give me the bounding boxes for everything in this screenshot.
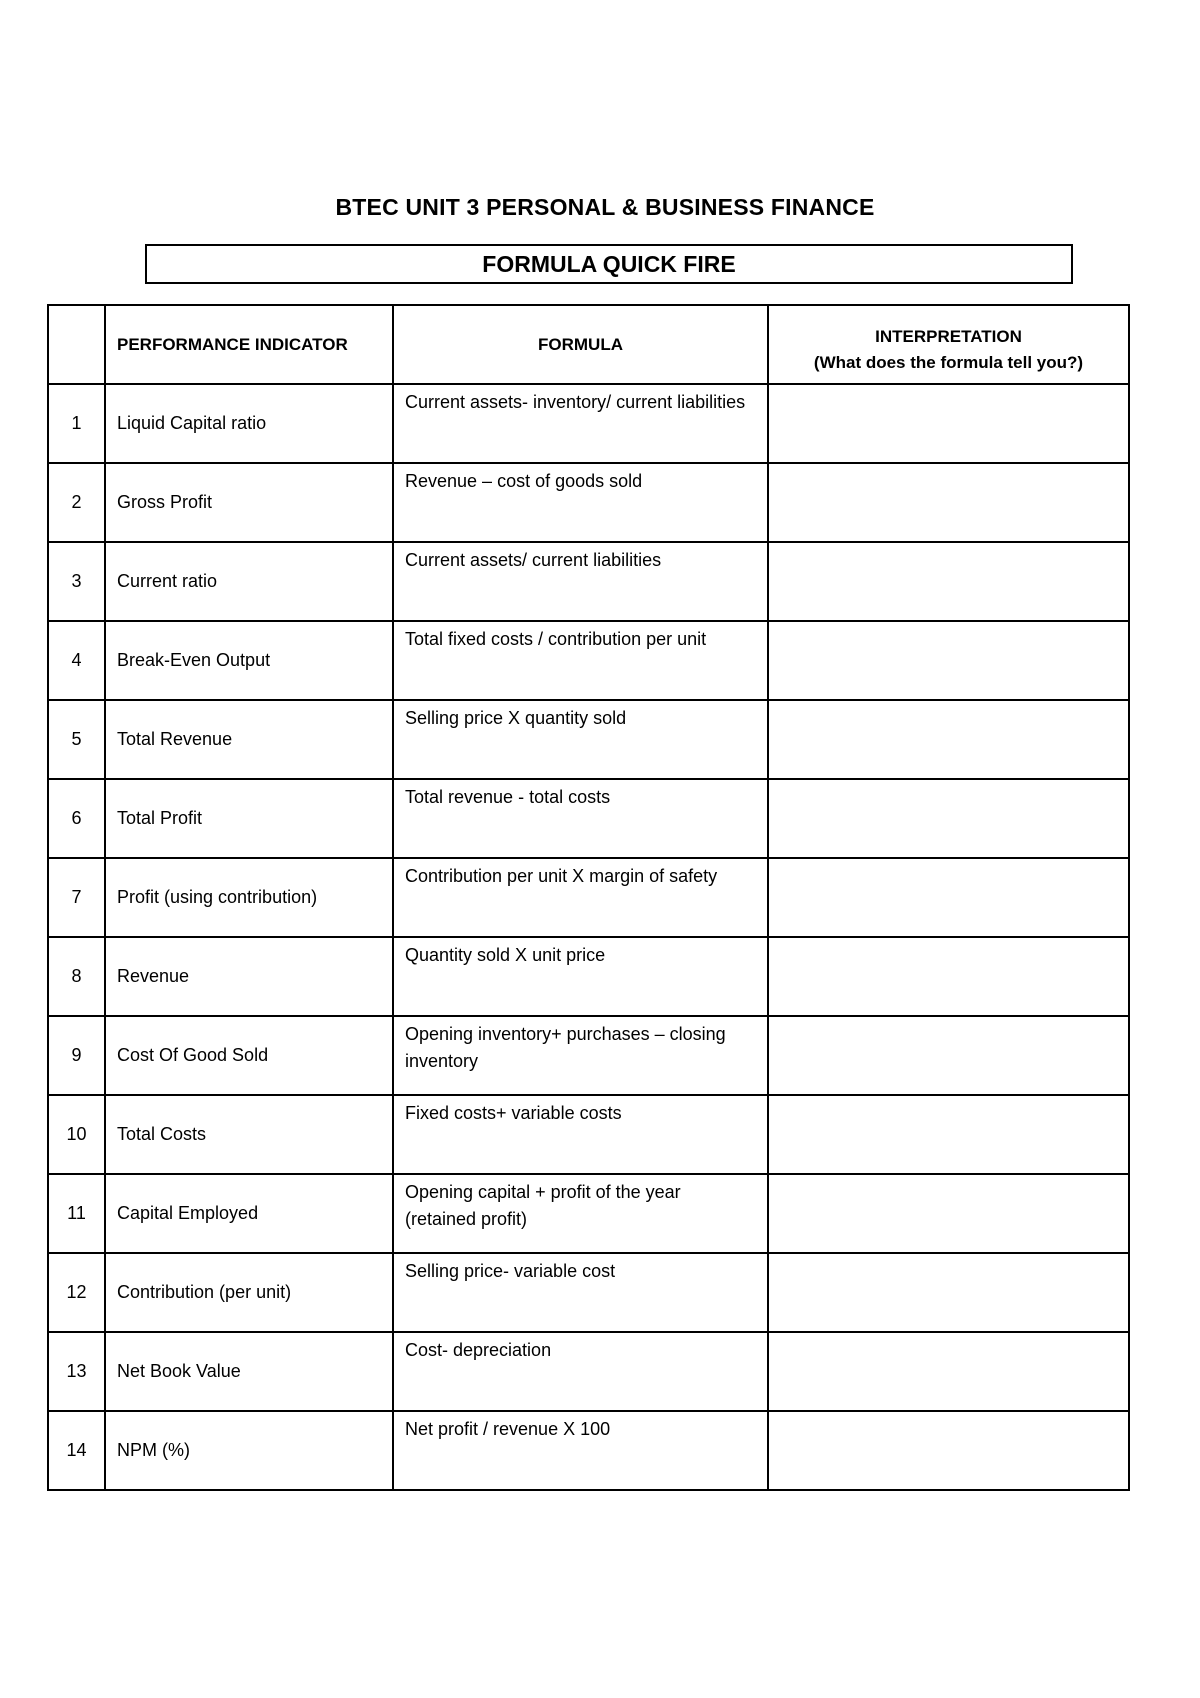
- table-row: [48, 858, 1129, 937]
- row-number: 14: [48, 1411, 105, 1490]
- row-number: 9: [48, 1016, 105, 1095]
- row-formula: Selling price X quantity sold: [393, 700, 768, 779]
- row-indicator: Total Profit: [105, 779, 393, 858]
- row-interpretation-answer[interactable]: [768, 1253, 1129, 1332]
- table-row: [48, 1411, 1129, 1490]
- row-interpretation-answer[interactable]: [768, 937, 1129, 1016]
- row-formula: Fixed costs+ variable costs: [393, 1095, 768, 1174]
- header-interpretation-label: INTERPRETATION: [875, 326, 1022, 346]
- header-interpretation-note: (What does the formula tell you?): [813, 352, 1084, 372]
- row-formula: Quantity sold X unit price: [393, 937, 768, 1016]
- row-interpretation-answer[interactable]: [768, 700, 1129, 779]
- row-formula: Selling price- variable cost: [393, 1253, 768, 1332]
- row-number: 5: [48, 700, 105, 779]
- row-formula: Current assets/ current liabilities: [393, 542, 768, 621]
- row-indicator: NPM (%): [105, 1411, 393, 1490]
- table-row: [48, 1016, 1129, 1095]
- row-indicator: Net Book Value: [105, 1332, 393, 1411]
- row-formula: Opening capital + profit of the year (retained profit): [393, 1174, 768, 1253]
- row-formula: Current assets- inventory/ current liabilities: [393, 384, 768, 463]
- row-indicator: Revenue: [105, 937, 393, 1016]
- table-row: [48, 937, 1129, 1016]
- document-title: BTEC UNIT 3 PERSONAL & BUSINESS FINANCE: [335, 194, 875, 220]
- header-number: [48, 305, 105, 384]
- row-number: 2: [48, 463, 105, 542]
- formula-table: [47, 304, 1130, 1491]
- table-row: [48, 1174, 1129, 1253]
- row-formula: Opening inventory+ purchases – closing inventory: [393, 1016, 768, 1095]
- table-row: [48, 700, 1129, 779]
- row-formula: Cost- depreciation: [393, 1332, 768, 1411]
- row-number: 6: [48, 779, 105, 858]
- row-interpretation-answer[interactable]: [768, 542, 1129, 621]
- row-interpretation-answer[interactable]: [768, 1411, 1129, 1490]
- table-row: [48, 1253, 1129, 1332]
- row-interpretation-answer[interactable]: [768, 1016, 1129, 1095]
- row-interpretation-answer[interactable]: [768, 779, 1129, 858]
- table-row: [48, 542, 1129, 621]
- row-indicator: Liquid Capital ratio: [105, 384, 393, 463]
- row-formula: Contribution per unit X margin of safety: [393, 858, 768, 937]
- row-formula: Total revenue - total costs: [393, 779, 768, 858]
- row-number: 1: [48, 384, 105, 463]
- table-row: [48, 621, 1129, 700]
- row-number: 13: [48, 1332, 105, 1411]
- header-performance-indicator: PERFORMANCE INDICATOR: [105, 305, 393, 384]
- row-indicator: Contribution (per unit): [105, 1253, 393, 1332]
- row-number: 10: [48, 1095, 105, 1174]
- row-indicator: Capital Employed: [105, 1174, 393, 1253]
- row-number: 8: [48, 937, 105, 1016]
- row-indicator: Break-Even Output: [105, 621, 393, 700]
- table-body: [48, 384, 1129, 1490]
- row-indicator: Current ratio: [105, 542, 393, 621]
- row-number: 3: [48, 542, 105, 621]
- row-interpretation-answer[interactable]: [768, 1174, 1129, 1253]
- table-row: [48, 1332, 1129, 1411]
- table-row: [48, 1095, 1129, 1174]
- row-interpretation-answer[interactable]: [768, 1332, 1129, 1411]
- row-formula: Total fixed costs / contribution per unit: [393, 621, 768, 700]
- row-indicator: Cost Of Good Sold: [105, 1016, 393, 1095]
- table-header-row: [48, 305, 1129, 384]
- header-formula: FORMULA: [393, 305, 768, 384]
- row-number: 11: [48, 1174, 105, 1253]
- row-indicator: Total Revenue: [105, 700, 393, 779]
- subtitle-text: FORMULA QUICK FIRE: [482, 250, 736, 277]
- table-row: [48, 384, 1129, 463]
- row-number: 7: [48, 858, 105, 937]
- row-indicator: Total Costs: [105, 1095, 393, 1174]
- table-row: [48, 463, 1129, 542]
- row-interpretation-answer[interactable]: [768, 1095, 1129, 1174]
- row-formula: Net profit / revenue X 100: [393, 1411, 768, 1490]
- row-interpretation-answer[interactable]: [768, 858, 1129, 937]
- table-row: [48, 779, 1129, 858]
- row-interpretation-answer[interactable]: [768, 384, 1129, 463]
- row-interpretation-answer[interactable]: [768, 621, 1129, 700]
- row-number: 12: [48, 1253, 105, 1332]
- subtitle-box: [145, 244, 1073, 284]
- header-interpretation: [768, 305, 1129, 384]
- row-interpretation-answer[interactable]: [768, 463, 1129, 542]
- row-number: 4: [48, 621, 105, 700]
- row-formula: Revenue – cost of goods sold: [393, 463, 768, 542]
- row-indicator: Profit (using contribution): [105, 858, 393, 937]
- row-indicator: Gross Profit: [105, 463, 393, 542]
